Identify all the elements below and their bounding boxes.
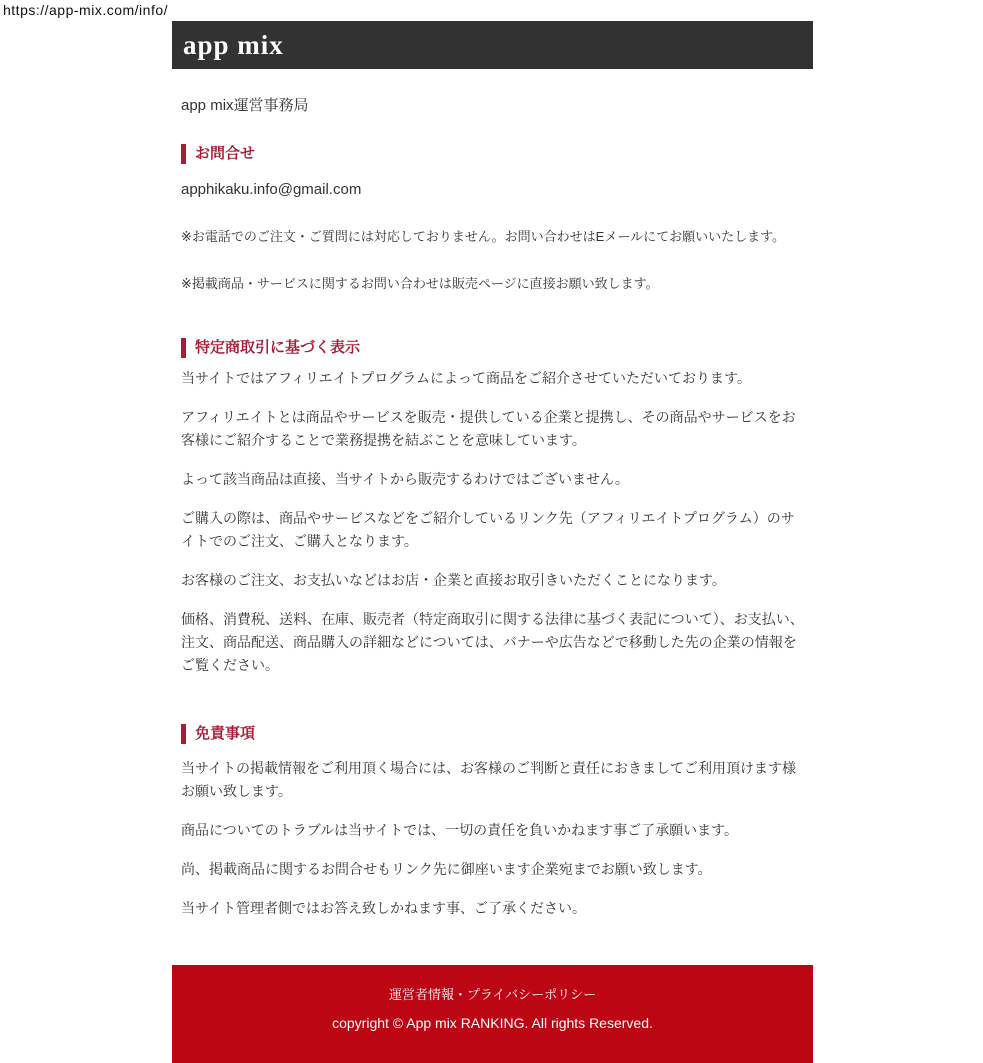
tokutei-paragraph: よって該当商品は直接、当サイトから販売するわけではございません。 [181,471,629,487]
operator-name: app mix運営事務局 [181,97,309,114]
browser-url-caption: https://app-mix.com/info/ [3,2,169,18]
tokutei-paragraph: お客様のご注文、お支払いなどはお店・企業と直接お取引きいただくことになります。 [181,572,726,588]
section-heading-disclaimer: 免責事項 [181,724,804,744]
section-heading-tokutei-shotorihiki: 特定商取引に基づく表示 [181,338,804,358]
disclaimer-paragraph: 商品についてのトラブルは当サイトでは、一切の責任を負いかねます事ご了承願います。 [181,822,739,838]
page-container [172,21,813,1063]
main-content [172,94,813,920]
site-footer [172,965,813,1063]
site-header [172,21,813,69]
tokutei-paragraph: 価格、消費税、送料、在庫、販売者（特定商取引に関する法律に基づく表記について）、お支払い、注文、商品配送、商品購入の詳細などについては、バナーや広告などで移動した先の企業の情報をご覧ください。 [181,611,804,673]
footer-copyright: copyright © App mix RANKING. All rights Reserved. [332,1015,653,1031]
contact-email[interactable]: apphikaku.info@gmail.com [181,181,362,198]
section-heading-contact: お問合せ [181,144,804,164]
tokutei-paragraph: 当サイトではアフィリエイトプログラムによって商品をご紹介させていただいております。 [181,370,751,386]
contact-note-phone: ※お電話でのご注文・ご質問には対応しておりません。お問い合わせはEメールにてお願いいたします。 [181,229,786,244]
tokutei-paragraph: アフィリエイトとは商品やサービスを販売・提供している企業と提携し、その商品やサービスをお客様にご紹介することで業務提携を結ぶことを意味しています。 [181,409,796,448]
contact-note-products: ※掲載商品・サービスに関するお問い合わせは販売ページに直接お願い致します。 [181,276,659,291]
tokutei-paragraph: ご購入の際は、商品やサービスなどをご紹介しているリンク先（アフィリエイトプログラム）のサイトでのご注文、ご購入となります。 [181,510,795,549]
disclaimer-paragraph: 当サイトの掲載情報をご利用頂く場合には、お客様のご判断と責任におきましてご利用頂けます様お願い致します。 [181,760,797,799]
site-title[interactable]: app mix [183,29,284,60]
disclaimer-paragraph: 尚、掲載商品に関するお問合せもリンク先に御座います企業宛までお願い致します。 [181,861,712,877]
disclaimer-paragraph: 当サイト管理者側ではお答え致しかねます事、ご了承ください。 [181,900,587,916]
footer-privacy-policy-link[interactable]: 運営者情報・プライバシーポリシー [388,987,597,1002]
